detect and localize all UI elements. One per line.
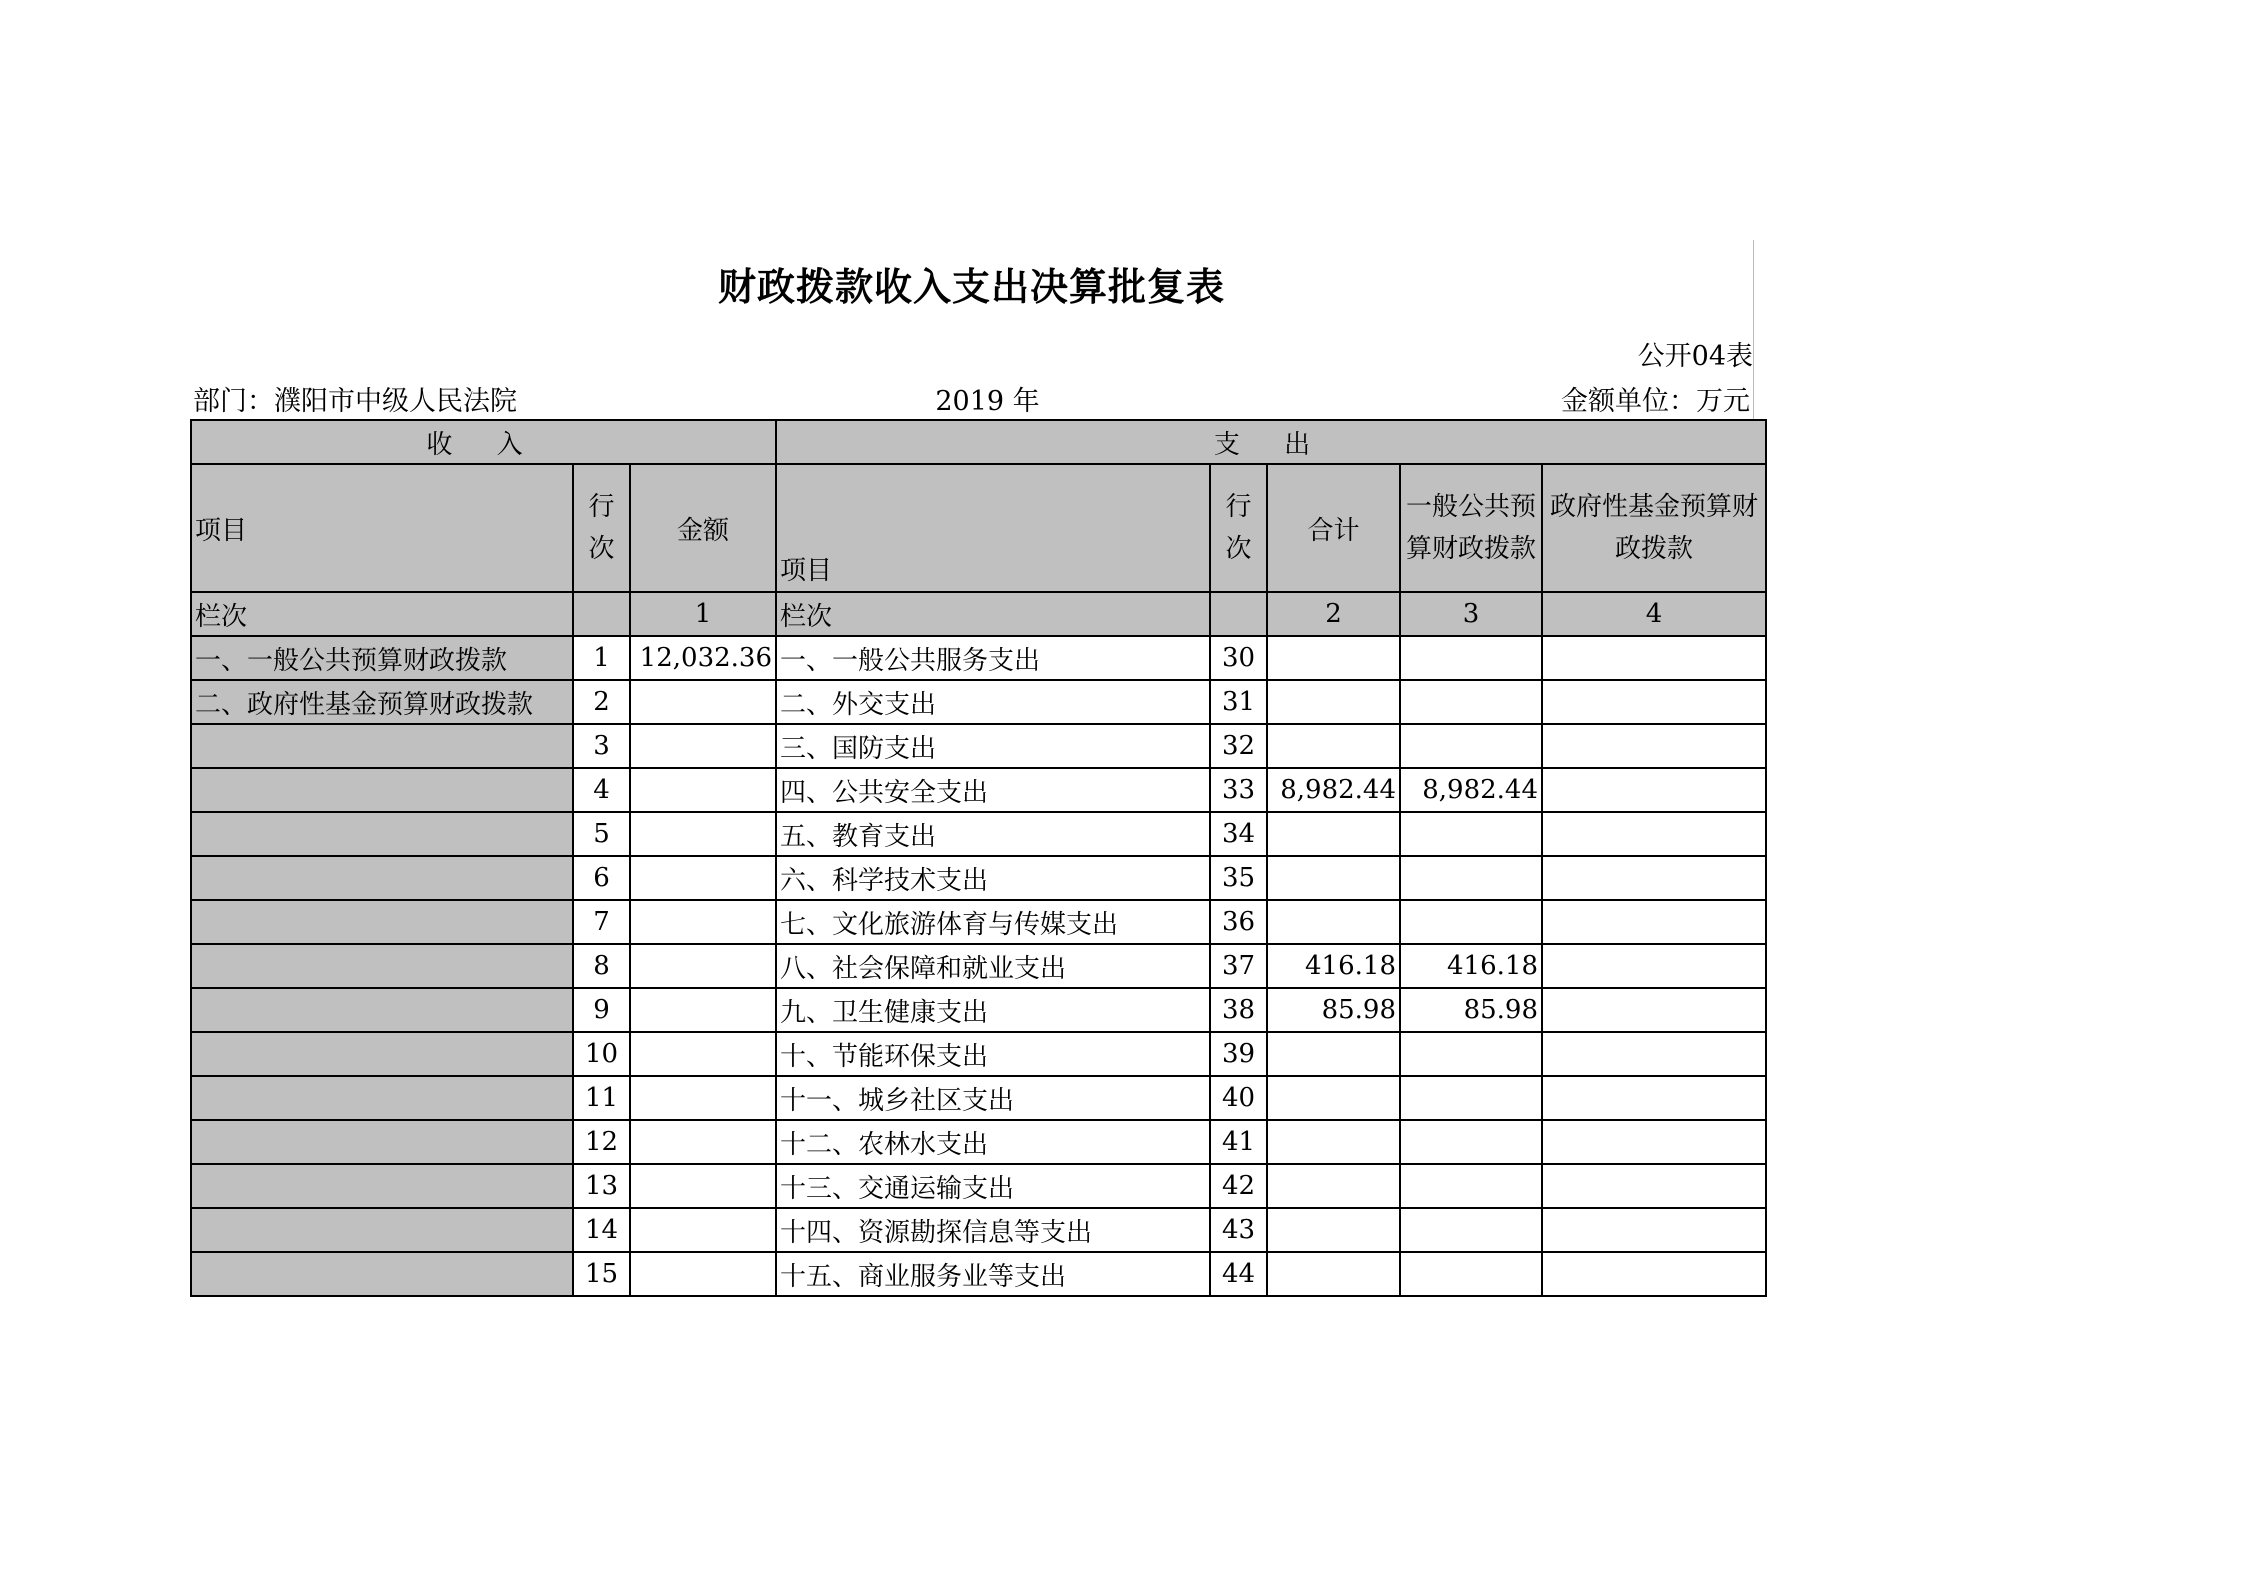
total-cell (1267, 1252, 1400, 1296)
fund-budget-header: 政府性基金预算财政拨款 (1542, 464, 1766, 592)
expense-row-cell: 41 (1210, 1120, 1267, 1164)
budget-table (190, 419, 1767, 1297)
table-row (191, 680, 1766, 724)
income-row-cell: 12 (573, 1120, 630, 1164)
income-item-cell (191, 1164, 573, 1208)
expense-row-cell: 31 (1210, 680, 1267, 724)
fund-budget-cell (1542, 1076, 1766, 1120)
income-row-cell: 8 (573, 944, 630, 988)
income-item-cell (191, 900, 573, 944)
total-cell (1267, 724, 1400, 768)
income-item-cell (191, 988, 573, 1032)
meta-row (190, 379, 1753, 415)
expense-section-header: 支 出 (776, 420, 1766, 464)
fund-budget-cell (1542, 1120, 1766, 1164)
total-cell (1267, 812, 1400, 856)
income-item-cell (191, 724, 573, 768)
income-amount-cell (630, 680, 776, 724)
expense-item-cell: 一、一般公共服务支出 (776, 636, 1210, 680)
income-amount-cell (630, 944, 776, 988)
general-budget-cell (1400, 1208, 1542, 1252)
general-budget-cell (1400, 680, 1542, 724)
section-header-row (191, 420, 1766, 464)
income-item-cell (191, 1032, 573, 1076)
fund-budget-cell (1542, 944, 1766, 988)
income-item-header: 项目 (191, 464, 573, 592)
income-row-cell: 5 (573, 812, 630, 856)
table-row (191, 900, 1766, 944)
expense-row-cell: 40 (1210, 1076, 1267, 1120)
year-label: 2019 年 (935, 386, 1040, 417)
income-amount-cell (630, 900, 776, 944)
fund-col-no: 4 (1542, 592, 1766, 636)
fund-budget-cell (1542, 1208, 1766, 1252)
table-row (191, 636, 1766, 680)
general-budget-cell (1400, 1164, 1542, 1208)
income-amount-cell (630, 1032, 776, 1076)
income-row-cell: 6 (573, 856, 630, 900)
expense-item-cell: 五、教育支出 (776, 812, 1210, 856)
income-row-cell: 7 (573, 900, 630, 944)
income-item-cell (191, 1252, 573, 1296)
fund-budget-cell (1542, 636, 1766, 680)
income-amount-header: 金额 (630, 464, 776, 592)
table-row (191, 1120, 1766, 1164)
fund-budget-cell (1542, 856, 1766, 900)
general-budget-cell: 85.98 (1400, 988, 1542, 1032)
total-cell (1267, 1076, 1400, 1120)
page-title: 财政拨款收入支出决算批复表 (717, 265, 1225, 309)
general-budget-cell (1400, 724, 1542, 768)
income-amount-cell (630, 812, 776, 856)
income-item-cell: 一、一般公共预算财政拨款 (191, 636, 573, 680)
expense-item-cell: 十、节能环保支出 (776, 1032, 1210, 1076)
fund-budget-cell (1542, 1252, 1766, 1296)
expense-row-cell: 36 (1210, 900, 1267, 944)
income-row-cell: 4 (573, 768, 630, 812)
income-col-label: 栏次 (191, 592, 573, 636)
expense-item-cell: 十二、农林水支出 (776, 1120, 1210, 1164)
income-item-cell (191, 768, 573, 812)
income-item-cell (191, 1120, 573, 1164)
expense-col-label: 栏次 (776, 592, 1210, 636)
expense-item-cell: 九、卫生健康支出 (776, 988, 1210, 1032)
expense-row-cell: 37 (1210, 944, 1267, 988)
income-item-cell (191, 1076, 573, 1120)
column-header-row (191, 464, 1766, 592)
income-amount-cell (630, 1076, 776, 1120)
general-budget-cell (1400, 636, 1542, 680)
table-row (191, 1076, 1766, 1120)
table-row (191, 944, 1766, 988)
total-cell (1267, 900, 1400, 944)
general-budget-cell (1400, 900, 1542, 944)
general-budget-cell (1400, 1076, 1542, 1120)
total-cell (1267, 856, 1400, 900)
expense-item-cell: 十三、交通运输支出 (776, 1164, 1210, 1208)
income-row-cell: 11 (573, 1076, 630, 1120)
expense-row-cell: 38 (1210, 988, 1267, 1032)
general-budget-cell (1400, 812, 1542, 856)
general-budget-cell (1400, 856, 1542, 900)
income-row-blank (573, 592, 630, 636)
income-amount-cell (630, 856, 776, 900)
income-amount-col-no: 1 (630, 592, 776, 636)
department-label: 部门：濮阳市中级人民法院 (193, 386, 517, 417)
table-row (191, 988, 1766, 1032)
income-amount-cell (630, 1120, 776, 1164)
total-header: 合计 (1267, 464, 1400, 592)
fund-budget-cell (1542, 900, 1766, 944)
income-item-cell (191, 1208, 573, 1252)
income-row-cell: 1 (573, 636, 630, 680)
table-row (191, 768, 1766, 812)
table-row (191, 1164, 1766, 1208)
total-cell (1267, 1164, 1400, 1208)
income-amount-cell (630, 1164, 776, 1208)
income-row-cell: 9 (573, 988, 630, 1032)
income-item-cell (191, 944, 573, 988)
expense-item-cell: 十一、城乡社区支出 (776, 1076, 1210, 1120)
expense-item-cell: 二、外交支出 (776, 680, 1210, 724)
expense-row-cell: 43 (1210, 1208, 1267, 1252)
expense-row-cell: 33 (1210, 768, 1267, 812)
table-row (191, 1252, 1766, 1296)
fund-budget-cell (1542, 988, 1766, 1032)
income-amount-cell: 12,032.36 (630, 636, 776, 680)
total-cell (1267, 1032, 1400, 1076)
income-row-cell: 3 (573, 724, 630, 768)
income-row-cell: 2 (573, 680, 630, 724)
income-amount-cell (630, 724, 776, 768)
general-budget-cell (1400, 1032, 1542, 1076)
general-budget-cell: 8,982.44 (1400, 768, 1542, 812)
total-cell: 8,982.44 (1267, 768, 1400, 812)
general-budget-cell (1400, 1252, 1542, 1296)
column-index-row (191, 592, 1766, 636)
income-row-cell: 13 (573, 1164, 630, 1208)
expense-row-blank (1210, 592, 1267, 636)
table-row (191, 812, 1766, 856)
fund-budget-cell (1542, 812, 1766, 856)
total-cell: 85.98 (1267, 988, 1400, 1032)
expense-item-cell: 六、科学技术支出 (776, 856, 1210, 900)
expense-item-header: 项目 (776, 464, 1210, 592)
expense-item-cell: 十五、商业服务业等支出 (776, 1252, 1210, 1296)
expense-row-cell: 35 (1210, 856, 1267, 900)
total-cell (1267, 1208, 1400, 1252)
income-section-header: 收 入 (191, 420, 776, 464)
total-cell (1267, 680, 1400, 724)
expense-row-cell: 42 (1210, 1164, 1267, 1208)
fund-budget-cell (1542, 1032, 1766, 1076)
income-item-cell (191, 856, 573, 900)
income-amount-cell (630, 768, 776, 812)
income-amount-cell (630, 1252, 776, 1296)
fund-budget-cell (1542, 768, 1766, 812)
income-item-cell: 二、政府性基金预算财政拨款 (191, 680, 573, 724)
expense-row-cell: 32 (1210, 724, 1267, 768)
table-row (191, 1208, 1766, 1252)
table-row (191, 1032, 1766, 1076)
income-row-cell: 10 (573, 1032, 630, 1076)
table-row (191, 724, 1766, 768)
total-cell (1267, 1120, 1400, 1164)
expense-item-cell: 八、社会保障和就业支出 (776, 944, 1210, 988)
fund-budget-cell (1542, 724, 1766, 768)
general-col-no: 3 (1400, 592, 1542, 636)
expense-row-cell: 44 (1210, 1252, 1267, 1296)
total-cell (1267, 636, 1400, 680)
expense-item-cell: 十四、资源勘探信息等支出 (776, 1208, 1210, 1252)
income-amount-cell (630, 988, 776, 1032)
general-budget-cell (1400, 1120, 1542, 1164)
general-budget-cell: 416.18 (1400, 944, 1542, 988)
expense-row-header: 行次 (1210, 464, 1267, 592)
income-amount-cell (630, 1208, 776, 1252)
fund-budget-cell (1542, 680, 1766, 724)
income-item-cell (191, 812, 573, 856)
income-row-cell: 15 (573, 1252, 630, 1296)
unit-label: 金额单位：万元 (1561, 386, 1750, 417)
expense-row-cell: 39 (1210, 1032, 1267, 1076)
general-budget-header: 一般公共预算财政拨款 (1400, 464, 1542, 592)
fund-budget-cell (1542, 1164, 1766, 1208)
total-col-no: 2 (1267, 592, 1400, 636)
total-cell: 416.18 (1267, 944, 1400, 988)
table-row (191, 856, 1766, 900)
expense-row-cell: 30 (1210, 636, 1267, 680)
expense-item-cell: 四、公共安全支出 (776, 768, 1210, 812)
expense-item-cell: 三、国防支出 (776, 724, 1210, 768)
income-row-cell: 14 (573, 1208, 630, 1252)
form-number: 公开04表 (1637, 341, 1753, 372)
income-row-header: 行次 (573, 464, 630, 592)
expense-row-cell: 34 (1210, 812, 1267, 856)
expense-item-cell: 七、文化旅游体育与传媒支出 (776, 900, 1210, 944)
